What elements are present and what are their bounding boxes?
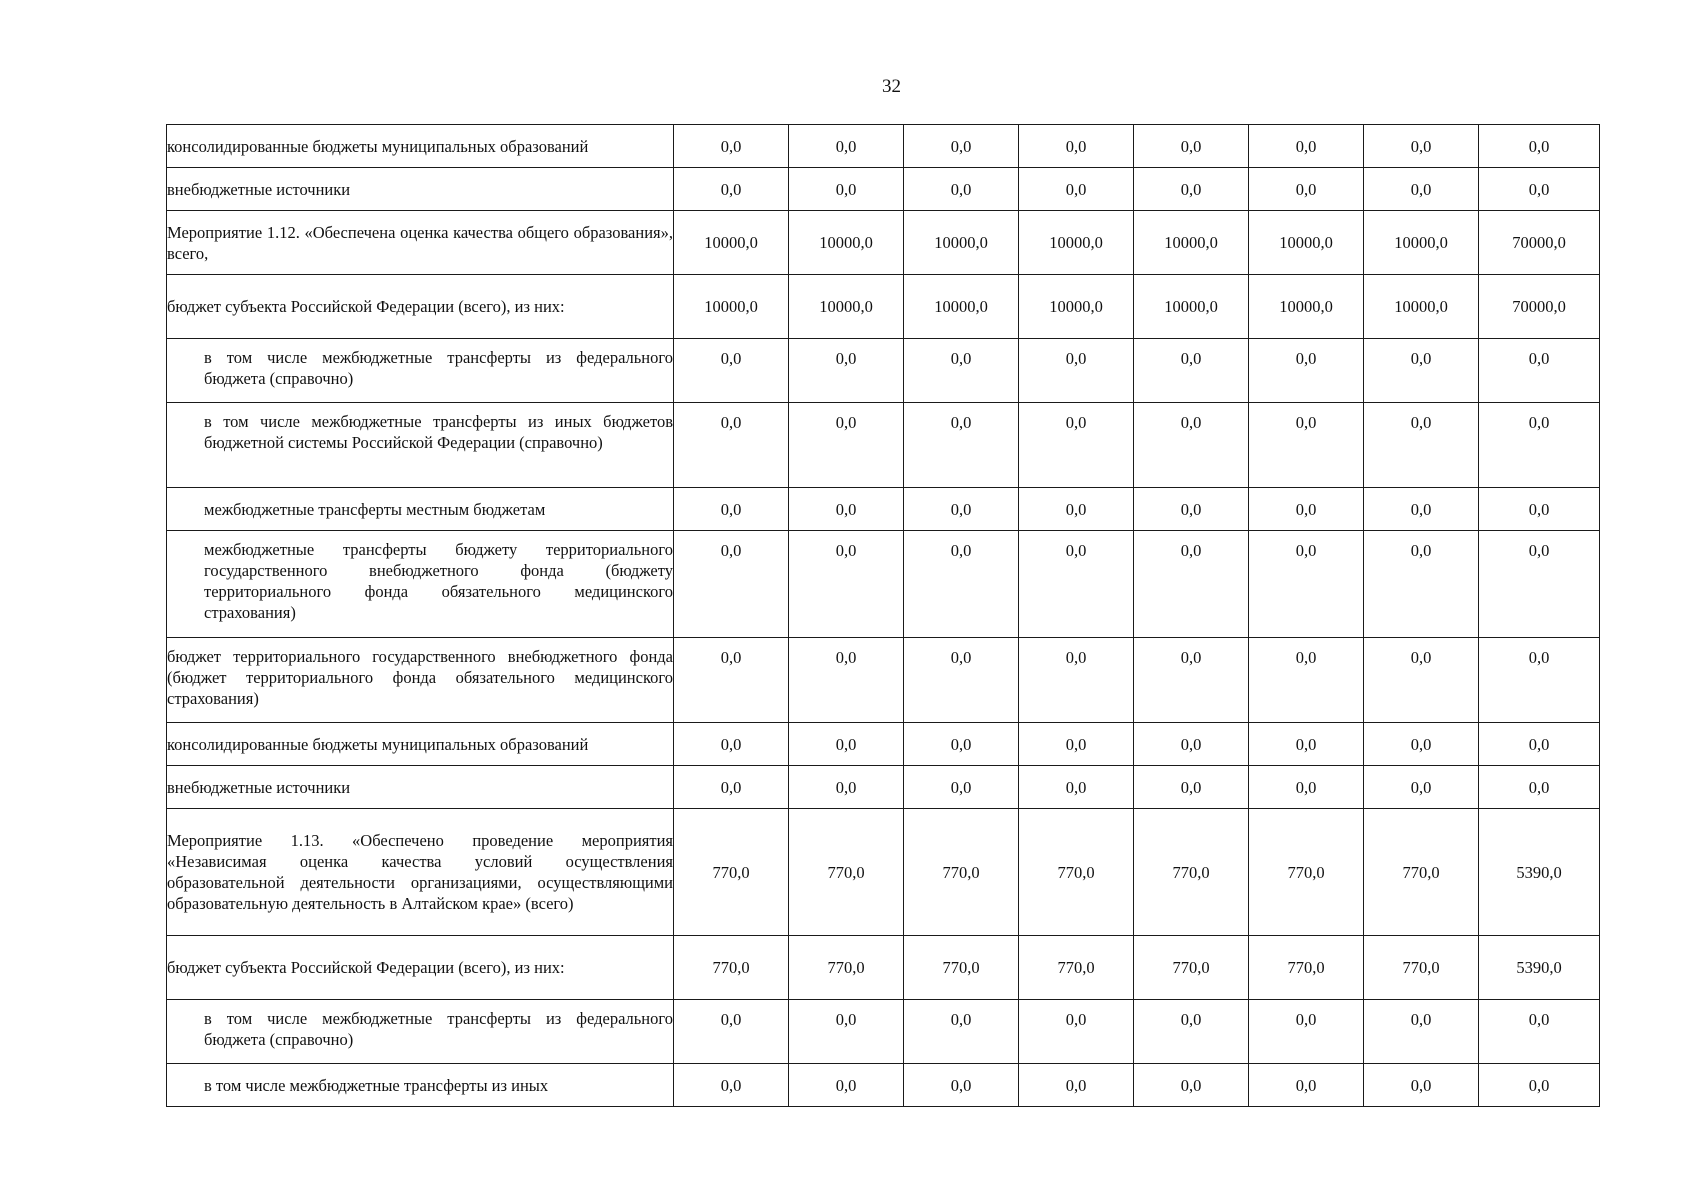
value-cell: 770,0 xyxy=(1019,936,1134,1000)
table-row xyxy=(167,211,1600,275)
value-cell: 0,0 xyxy=(1134,723,1249,766)
total-cell: 0,0 xyxy=(1479,339,1600,403)
value-cell: 0,0 xyxy=(1019,1000,1134,1064)
value-cell: 0,0 xyxy=(674,1000,789,1064)
total-cell: 0,0 xyxy=(1479,531,1600,638)
value-cell: 10000,0 xyxy=(904,275,1019,339)
value-cell: 0,0 xyxy=(1134,168,1249,211)
value-cell: 770,0 xyxy=(904,809,1019,936)
total-cell: 0,0 xyxy=(1479,488,1600,531)
total-cell: 0,0 xyxy=(1479,766,1600,809)
table-row xyxy=(167,125,1600,168)
value-cell: 0,0 xyxy=(789,1000,904,1064)
value-cell: 0,0 xyxy=(1249,723,1364,766)
value-cell: 10000,0 xyxy=(1364,211,1479,275)
value-cell: 0,0 xyxy=(1019,638,1134,723)
value-cell: 10000,0 xyxy=(1134,211,1249,275)
value-cell: 0,0 xyxy=(674,403,789,488)
value-cell: 0,0 xyxy=(1364,638,1479,723)
value-cell: 0,0 xyxy=(674,488,789,531)
value-cell: 0,0 xyxy=(1364,723,1479,766)
table-row xyxy=(167,339,1600,403)
value-cell: 0,0 xyxy=(789,766,904,809)
total-cell: 0,0 xyxy=(1479,168,1600,211)
value-cell: 0,0 xyxy=(1364,339,1479,403)
value-cell: 0,0 xyxy=(674,723,789,766)
total-cell: 0,0 xyxy=(1479,638,1600,723)
value-cell: 0,0 xyxy=(1019,723,1134,766)
value-cell: 0,0 xyxy=(1249,531,1364,638)
value-cell: 0,0 xyxy=(1134,531,1249,638)
value-cell: 0,0 xyxy=(904,638,1019,723)
value-cell: 0,0 xyxy=(1019,403,1134,488)
value-cell: 10000,0 xyxy=(789,211,904,275)
value-cell: 0,0 xyxy=(904,488,1019,531)
value-cell: 0,0 xyxy=(789,1064,904,1107)
total-cell: 70000,0 xyxy=(1479,211,1600,275)
value-cell: 0,0 xyxy=(1019,531,1134,638)
total-cell: 0,0 xyxy=(1479,125,1600,168)
page-number: 32 xyxy=(882,76,901,97)
value-cell: 0,0 xyxy=(789,531,904,638)
value-cell: 0,0 xyxy=(1364,1064,1479,1107)
table-row xyxy=(167,403,1600,488)
value-cell: 0,0 xyxy=(1019,168,1134,211)
value-cell: 770,0 xyxy=(1249,936,1364,1000)
value-cell: 0,0 xyxy=(789,723,904,766)
value-cell: 0,0 xyxy=(1364,168,1479,211)
value-cell: 0,0 xyxy=(674,168,789,211)
table-row xyxy=(167,723,1600,766)
row-label: бюджет субъекта Российской Федерации (всего), из них: xyxy=(167,275,674,339)
value-cell: 770,0 xyxy=(1134,809,1249,936)
value-cell: 0,0 xyxy=(904,766,1019,809)
value-cell: 770,0 xyxy=(1364,936,1479,1000)
value-cell: 0,0 xyxy=(789,488,904,531)
value-cell: 0,0 xyxy=(674,531,789,638)
value-cell: 0,0 xyxy=(904,125,1019,168)
value-cell: 0,0 xyxy=(1249,766,1364,809)
value-cell: 0,0 xyxy=(1019,125,1134,168)
value-cell: 770,0 xyxy=(789,936,904,1000)
row-label: в том числе межбюджетные трансферты из федерального бюджета (справочно) xyxy=(167,339,674,403)
value-cell: 0,0 xyxy=(1249,125,1364,168)
value-cell: 0,0 xyxy=(1249,168,1364,211)
value-cell: 0,0 xyxy=(1134,1064,1249,1107)
table-row xyxy=(167,275,1600,339)
value-cell: 0,0 xyxy=(674,638,789,723)
row-label: внебюджетные источники xyxy=(167,168,674,211)
value-cell: 0,0 xyxy=(1134,403,1249,488)
value-cell: 10000,0 xyxy=(674,211,789,275)
value-cell: 10000,0 xyxy=(789,275,904,339)
value-cell: 10000,0 xyxy=(1134,275,1249,339)
value-cell: 0,0 xyxy=(1019,339,1134,403)
row-label: межбюджетные трансферты бюджету территориального государственного внебюджетного фонда (бюджету территориального фонда обязательного медицинского страхования) xyxy=(167,531,674,638)
value-cell: 10000,0 xyxy=(1019,275,1134,339)
value-cell: 0,0 xyxy=(789,168,904,211)
value-cell: 770,0 xyxy=(1134,936,1249,1000)
value-cell: 0,0 xyxy=(904,1000,1019,1064)
value-cell: 0,0 xyxy=(789,403,904,488)
value-cell: 0,0 xyxy=(904,531,1019,638)
value-cell: 0,0 xyxy=(1364,766,1479,809)
row-label: консолидированные бюджеты муниципальных образований xyxy=(167,723,674,766)
value-cell: 0,0 xyxy=(1364,488,1479,531)
total-cell: 5390,0 xyxy=(1479,809,1600,936)
value-cell: 770,0 xyxy=(1249,809,1364,936)
value-cell: 0,0 xyxy=(1249,638,1364,723)
value-cell: 0,0 xyxy=(674,766,789,809)
row-label: межбюджетные трансферты местным бюджетам xyxy=(167,488,674,531)
row-label: бюджет территориального государственного внебюджетного фонда (бюджет территориального фонда обязательного медицинского страхования) xyxy=(167,638,674,723)
row-label: в том числе межбюджетные трансферты из федерального бюджета (справочно) xyxy=(167,1000,674,1064)
total-cell: 0,0 xyxy=(1479,723,1600,766)
value-cell: 0,0 xyxy=(1019,1064,1134,1107)
table-row xyxy=(167,809,1600,936)
budget-table xyxy=(166,124,1600,1107)
total-cell: 0,0 xyxy=(1479,403,1600,488)
row-label: Мероприятие 1.13. «Обеспечено проведение мероприятия «Независимая оценка качества условий осуществления образовательной деятельности организациями, осуществляющими образовательную деятельность в Алтайском крае» (всего) xyxy=(167,809,674,936)
value-cell: 0,0 xyxy=(1134,1000,1249,1064)
total-cell: 0,0 xyxy=(1479,1000,1600,1064)
value-cell: 770,0 xyxy=(1019,809,1134,936)
total-cell: 70000,0 xyxy=(1479,275,1600,339)
value-cell: 0,0 xyxy=(1134,488,1249,531)
row-label: бюджет субъекта Российской Федерации (всего), из них: xyxy=(167,936,674,1000)
value-cell: 0,0 xyxy=(1134,125,1249,168)
value-cell: 770,0 xyxy=(1364,809,1479,936)
row-label: внебюджетные источники xyxy=(167,766,674,809)
value-cell: 10000,0 xyxy=(1364,275,1479,339)
value-cell: 10000,0 xyxy=(674,275,789,339)
value-cell: 0,0 xyxy=(1249,403,1364,488)
value-cell: 0,0 xyxy=(904,339,1019,403)
value-cell: 770,0 xyxy=(674,936,789,1000)
value-cell: 0,0 xyxy=(1249,1000,1364,1064)
table-row xyxy=(167,168,1600,211)
value-cell: 0,0 xyxy=(904,1064,1019,1107)
table-row xyxy=(167,488,1600,531)
value-cell: 0,0 xyxy=(904,168,1019,211)
value-cell: 0,0 xyxy=(1019,766,1134,809)
value-cell: 0,0 xyxy=(1134,638,1249,723)
value-cell: 0,0 xyxy=(1134,766,1249,809)
table-row xyxy=(167,1064,1600,1107)
value-cell: 10000,0 xyxy=(904,211,1019,275)
value-cell: 0,0 xyxy=(1364,1000,1479,1064)
value-cell: 0,0 xyxy=(904,723,1019,766)
value-cell: 0,0 xyxy=(1249,1064,1364,1107)
table-row xyxy=(167,936,1600,1000)
row-label: Мероприятие 1.12. «Обеспечена оценка качества общего образования», всего, xyxy=(167,211,674,275)
table-row xyxy=(167,531,1600,638)
value-cell: 0,0 xyxy=(789,125,904,168)
value-cell: 0,0 xyxy=(1249,339,1364,403)
row-label: в том числе межбюджетные трансферты из иных бюджетов бюджетной системы Российской Федерации (справочно) xyxy=(167,403,674,488)
total-cell: 5390,0 xyxy=(1479,936,1600,1000)
value-cell: 0,0 xyxy=(1249,488,1364,531)
value-cell: 0,0 xyxy=(1364,125,1479,168)
value-cell: 0,0 xyxy=(904,403,1019,488)
table-row xyxy=(167,638,1600,723)
table-row xyxy=(167,1000,1600,1064)
row-label: в том числе межбюджетные трансферты из иных xyxy=(167,1064,674,1107)
row-label: консолидированные бюджеты муниципальных образований xyxy=(167,125,674,168)
value-cell: 0,0 xyxy=(674,1064,789,1107)
value-cell: 0,0 xyxy=(1134,339,1249,403)
value-cell: 0,0 xyxy=(674,339,789,403)
value-cell: 0,0 xyxy=(789,638,904,723)
value-cell: 770,0 xyxy=(904,936,1019,1000)
value-cell: 770,0 xyxy=(674,809,789,936)
value-cell: 10000,0 xyxy=(1249,211,1364,275)
value-cell: 0,0 xyxy=(1364,403,1479,488)
value-cell: 0,0 xyxy=(1019,488,1134,531)
total-cell: 0,0 xyxy=(1479,1064,1600,1107)
value-cell: 10000,0 xyxy=(1019,211,1134,275)
value-cell: 0,0 xyxy=(1364,531,1479,638)
value-cell: 10000,0 xyxy=(1249,275,1364,339)
value-cell: 0,0 xyxy=(674,125,789,168)
value-cell: 770,0 xyxy=(789,809,904,936)
value-cell: 0,0 xyxy=(789,339,904,403)
table-row xyxy=(167,766,1600,809)
